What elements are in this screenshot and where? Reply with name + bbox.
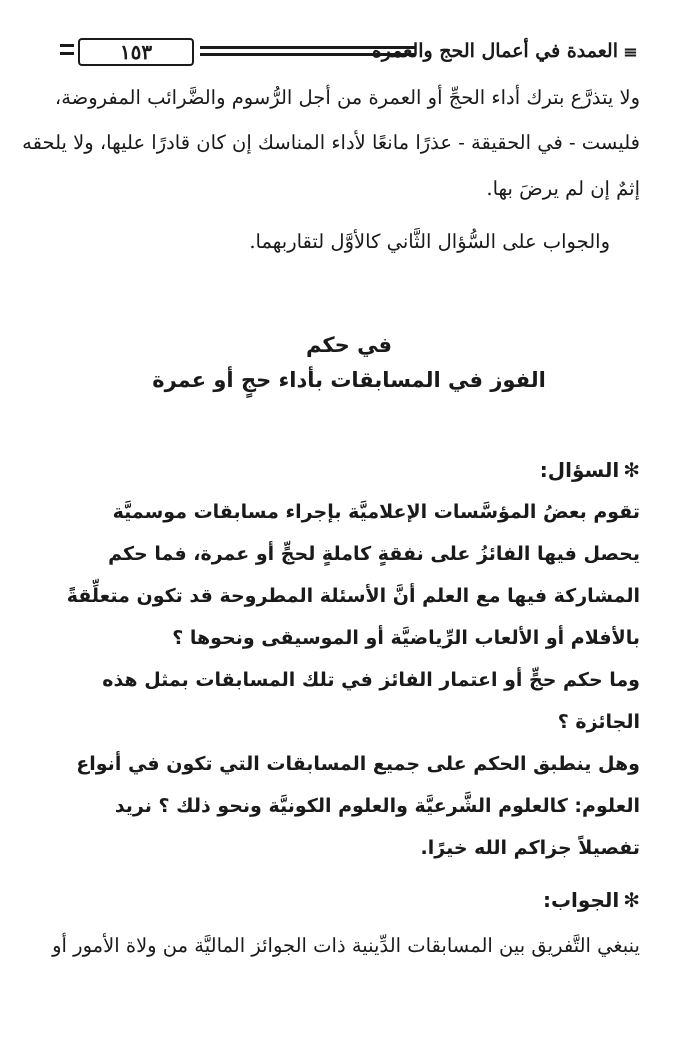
question-line-1: تقوم بعضُ المؤسَّسات الإعلاميَّة بإجراء مسابقات موسميَّة bbox=[112, 501, 640, 523]
question-label bbox=[540, 458, 640, 482]
intro-line-3: إثمٌ إن لم يرضَ بها. bbox=[486, 177, 640, 200]
question-line-9: تفصيلاً جزاكم الله خيرًا. bbox=[420, 837, 640, 859]
question-line-8: العلوم: كالعلوم الشَّرعيَّة والعلوم الكونيَّة ونحو ذلك ؟ نريد bbox=[114, 795, 640, 817]
question-line-2: يحصل فيها الفائزُ على نفقةٍ كاملةٍ لحجٍّ أو عمرة، فما حكم bbox=[108, 543, 640, 565]
question-line-5: وما حكم حجٍّ أو اعتمار الفائز في تلك المسابقات بمثل هذه bbox=[102, 669, 640, 691]
answer-line-1: ينبغي التَّفريق بين المسابقات الدِّينية ذات الجوائز الماليَّة من ولاة الأمور أو bbox=[52, 934, 640, 957]
intro-line-2: فليست - في الحقيقة - عذرًا مانعًا لأداء المناسك إن كان قادرًا عليها، ولا يلحقه bbox=[22, 131, 640, 154]
question-line-7: وهل ينطبق الحكم على جميع المسابقات التي تكون في أنواع bbox=[76, 753, 640, 775]
star-bullet-icon: ✻ bbox=[623, 458, 640, 482]
intro-line-4: والجواب على السُّؤال الثَّاني كالأوَّل لتقاربهما. bbox=[249, 230, 610, 253]
header-rule bbox=[200, 46, 416, 58]
header-end-bars bbox=[60, 40, 74, 62]
header-title: العمدة في أعمال الحج والعمرة bbox=[371, 40, 618, 62]
intro-line-1: ولا يتذرَّع بترك أداء الحجِّ أو العمرة من أجل الرُّسوم والضَّرائب المفروضة، bbox=[54, 86, 640, 109]
question-line-6: الجائزة ؟ bbox=[557, 711, 640, 733]
page-number: ١٥٣ bbox=[78, 38, 194, 66]
star-bullet-icon: ✻ bbox=[623, 888, 640, 912]
section-heading-line-1: في حكم bbox=[305, 333, 393, 357]
answer-label bbox=[543, 888, 640, 912]
header-mark-icon: ≡ bbox=[622, 42, 638, 63]
question-line-3: المشاركة فيها مع العلم أنَّ الأسئلة المطروحة قد تكون متعلِّقةً bbox=[66, 585, 640, 607]
question-label-text: السؤال: bbox=[539, 458, 620, 482]
running-header bbox=[60, 38, 638, 68]
section-heading-line-2: الفوز في المسابقات بأداء حجٍ أو عمرة bbox=[152, 368, 546, 392]
question-line-4: بالأفلام أو الألعاب الرِّياضيَّة أو الموسيقى ونحوها ؟ bbox=[172, 627, 640, 649]
answer-label-text: الجواب: bbox=[542, 888, 620, 912]
